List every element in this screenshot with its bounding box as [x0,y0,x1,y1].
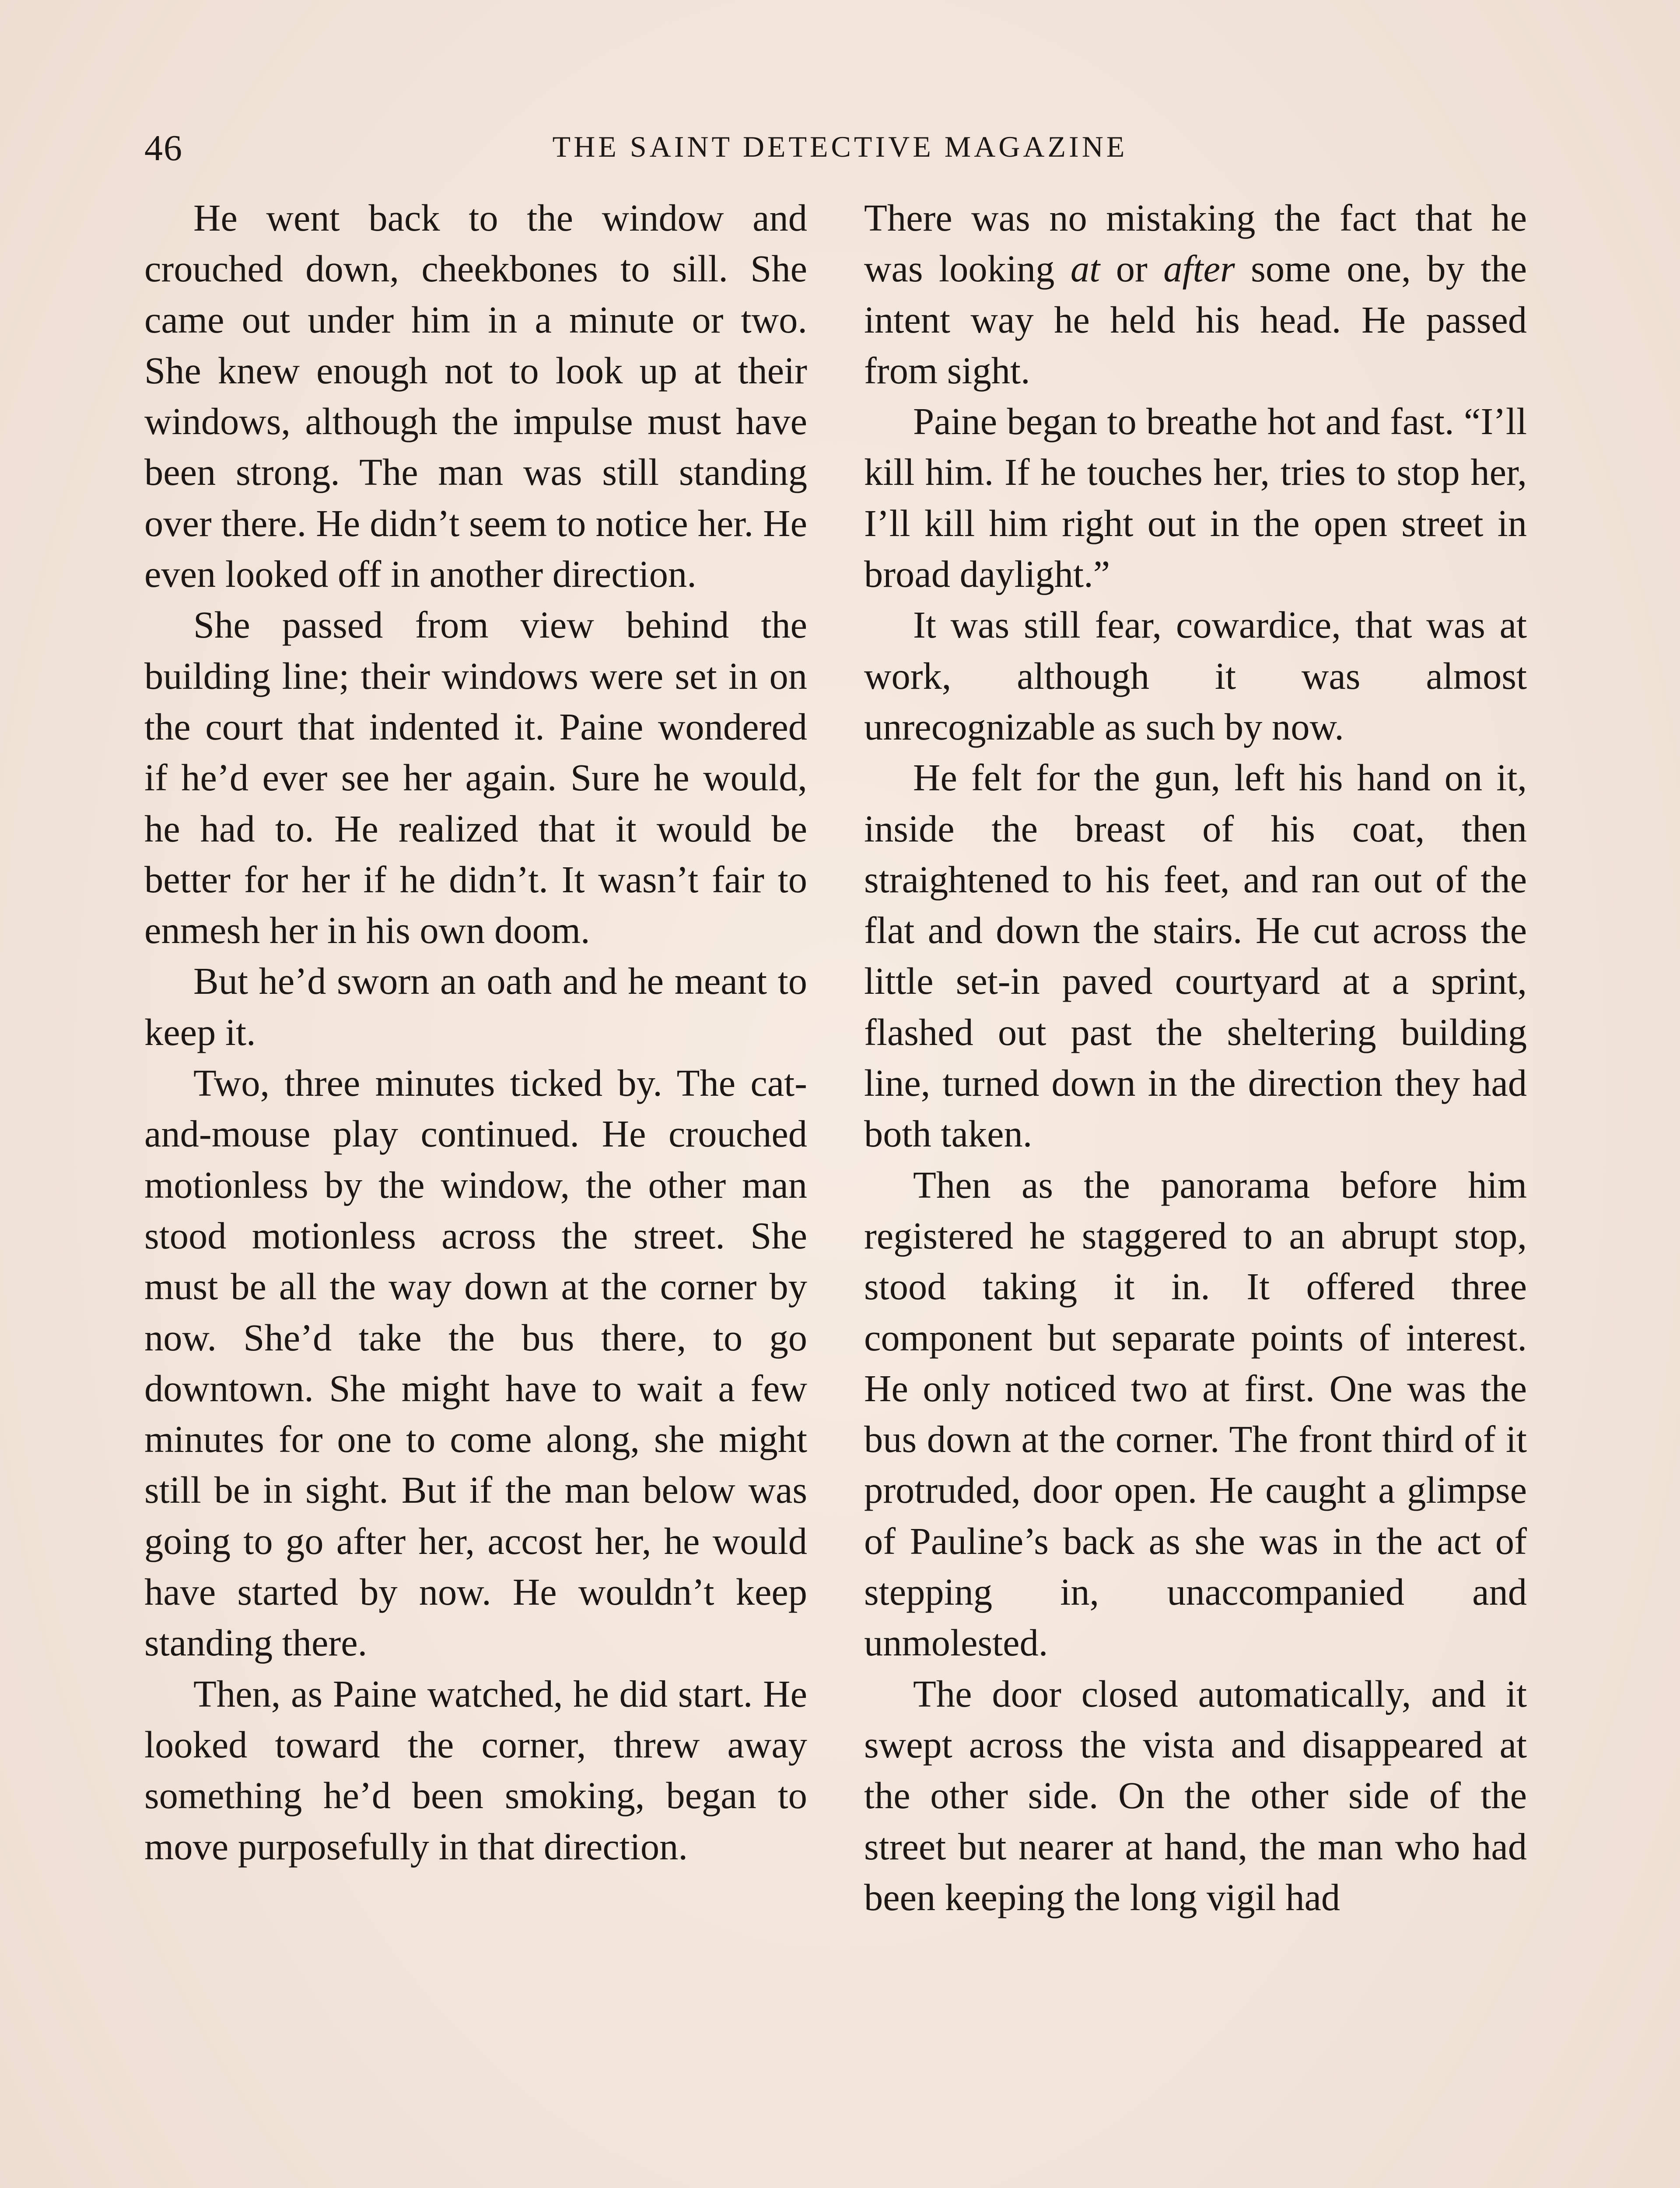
paragraph: Two, three minutes ticked by. The cat-and-mouse play continued. He crouched motionless by the window, the other man stood motionless across the street. She must be all the way down at the corner by now. She’d take the bus there, to go downtown. She might have to wait a few minutes for one to come along, she might still be in sight. But if the man below was going to go after her, accost her, he would have started by now. He wouldn’t keep standing there. [144,1062,807,1664]
paragraph: But he’d sworn an oath and he meant to keep it. [144,960,807,1053]
paragraph: He went back to the window and crouched down, cheekbones to sill. She came out under him in a minute or two. She knew enough not to look up at their windows, although the impulse must have been strong. The man was still standing over there. He didn’t seem to notice her. He even looked off in another direction. [144,197,807,596]
text-run: some one, by the intent way he held his head. He passed from sight. [864,248,1527,392]
running-head-title: THE SAINT DETECTIVE MAGAZINE [552,130,1128,163]
page-number: 46 [144,128,183,168]
right-column [864,193,1527,1923]
paragraph: Then, as Paine watched, he did start. He looked toward the corner, threw away something he’d been smoking, began to move purposefully in that direction. [144,1673,807,1868]
continued-paragraph [864,193,1527,396]
paragraph: It was still fear, cowardice, that was at work, although it was almost unrecognizable as such by now. [864,604,1527,748]
paragraph: He felt for the gun, left his hand on it, inside the breast of his coat, then straightened to his feet, and ran out of the flat and down the stairs. He cut across the little set-in paved courtyard at a sprint, flashed out past the sheltering building line, turned down in the direction they had both taken. [864,757,1527,1155]
paragraph: The door closed automatically, and it swept across the vista and disappeared at the other side. On the other side of the street but nearer at hand, the man who had been keeping the long vigil had [864,1673,1527,1918]
paragraph: Then as the panorama before him registered he staggered to an abrupt stop, stood taking it in. It offered three component but separate points of interest. He only noticed two at first. One was the bus down at the corner. The front third of it protruded, door open. He caught a glimpse of Pauline’s back as she was in the act of stepping in, unaccompanied and unmolested. [864,1164,1527,1664]
page-header [144,127,1536,175]
italic-word: at [1070,248,1100,290]
text-run: or [1100,248,1164,290]
left-column [144,193,807,1872]
paragraph: Paine began to breathe hot and fast. “I’ll kill him. If he touches her, tries to stop her, I’ll kill him right out in the open street in broad daylight.” [864,400,1527,596]
text-run: There was no mistaking the fact that he was looking [864,197,1527,290]
italic-word: after [1163,248,1235,290]
paragraph: She passed from view behind the building line; their windows were set in on the court that indented it. Paine wondered if he’d ever see her again. Sure he would, he had to. He realized that it would be better for her if he didn’t. It wasn’t fair to enmesh her in his own doom. [144,604,807,952]
